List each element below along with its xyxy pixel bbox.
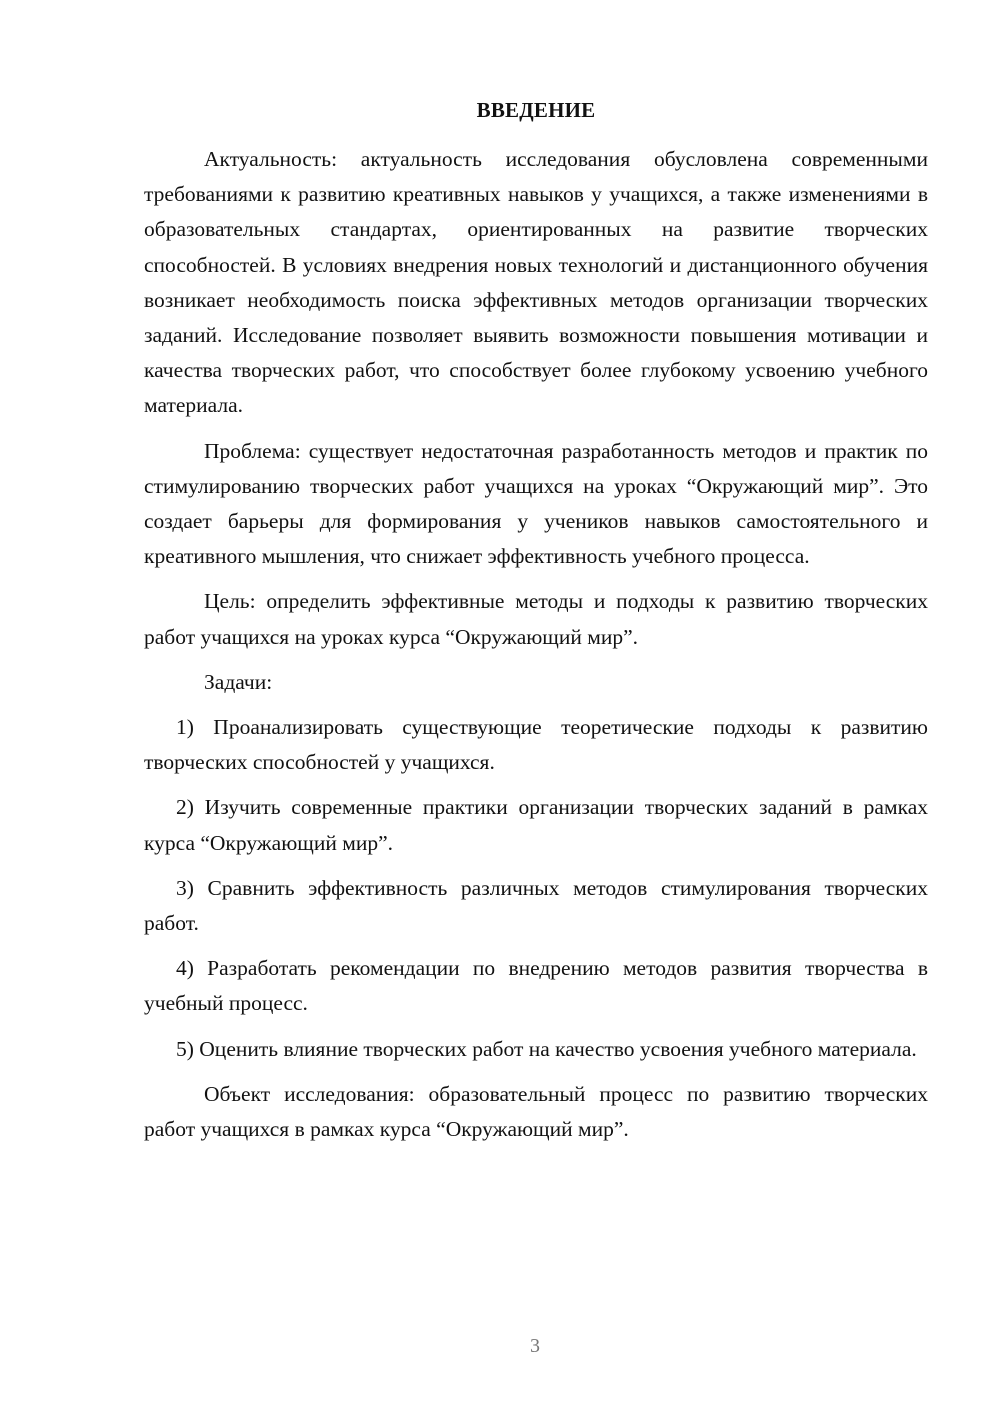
relevance-paragraph: Актуальность: актуальность исследования обусловлена современными требованиями к развитию креативных навыков у учащихся, а также изменениями в образовательных стандартах, ориентированных на развитие творческих способностей. В условиях внедрения новых технологий и дистанционного обучения возникает необходимость поиска эффективных методов организации творческих заданий. Исследование позволяет выявить возможности повышения мотивации и качества творческих работ, что способствует более глубокому усвоению учебного материала. bbox=[144, 147, 928, 418]
task-item-2: 2) Изучить современные практики организации творческих заданий в рамках курса “Окружающий мир”. bbox=[144, 795, 928, 855]
section-heading: ВВЕДЕНИЕ bbox=[476, 98, 596, 122]
page-number: 3 bbox=[530, 1335, 540, 1357]
task-item-1: 1) Проанализировать существующие теоретические подходы к развитию творческих способностей у учащихся. bbox=[144, 715, 928, 775]
task-item-4: 4) Разработать рекомендации по внедрению методов развития творчества в учебный процесс. bbox=[144, 956, 928, 1016]
problem-paragraph: Проблема: существует недостаточная разработанность методов и практик по стимулированию творческих работ учащихся на уроках “Окружающий мир”. Это создает барьеры для формирования у учеников навыков самостоятельного и креативного мышления, что снижает эффективность учебного процесса. bbox=[144, 438, 928, 569]
task-item-5: 5) Оценить влияние творческих работ на качество усвоения учебного материала. bbox=[176, 1036, 917, 1061]
goal-paragraph: Цель: определить эффективные методы и подходы к развитию творческих работ учащихся на уроках курса “Окружающий мир”. bbox=[144, 589, 928, 649]
task-item-3: 3) Сравнить эффективность различных методов стимулирования творческих работ. bbox=[144, 875, 928, 936]
page-content bbox=[144, 93, 928, 1157]
tasks-label: Задачи: bbox=[204, 669, 273, 694]
object-paragraph: Объект исследования: образовательный процесс по развитию творческих работ учащихся в рамках курса “Окружающий мир”. bbox=[144, 1081, 928, 1142]
